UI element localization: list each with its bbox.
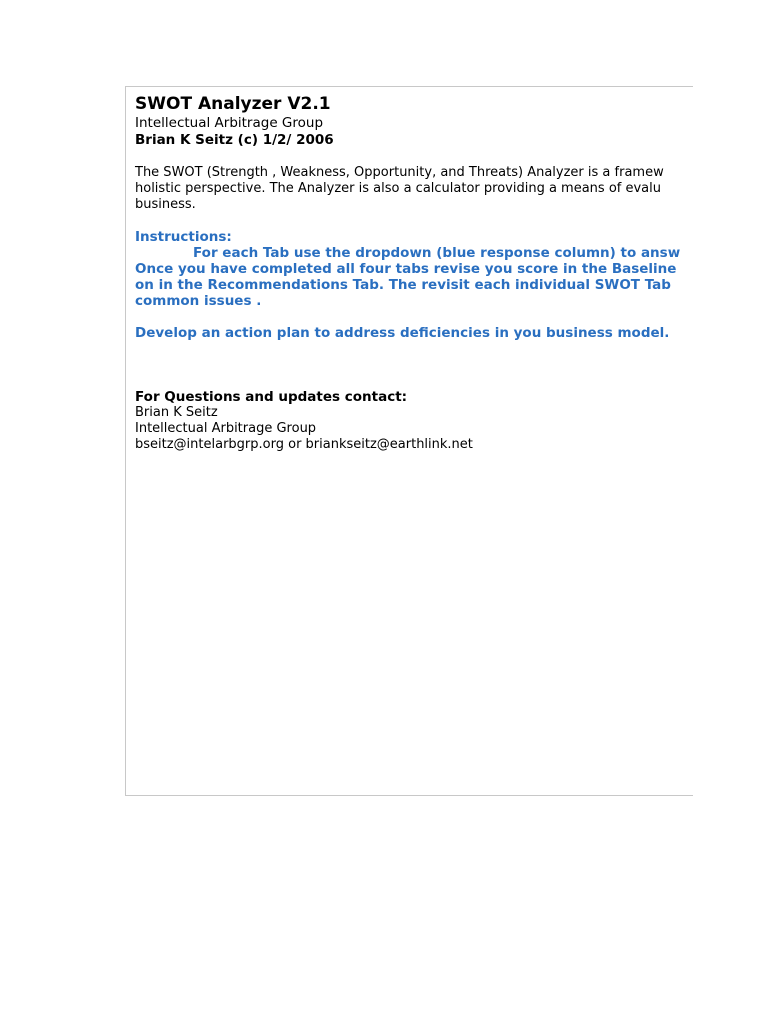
sheet-content [135,93,693,453]
contact-name: Brian K Seitz [135,405,218,420]
spreadsheet-sheet [125,86,693,796]
description-line-1: The SWOT (Strength , Weakness, Opportunity, and Threats) Analyzer is a framew [135,165,664,180]
spacer [135,309,693,325]
instruction-line-2: Once you have completed all four tabs revise you score in the Baseline [135,261,677,277]
description-line-2: holistic perspective. The Analyzer is also a calculator providing a means of evalu [135,181,661,196]
description-line-3: business. [135,197,196,212]
spacer [135,149,693,165]
contact-organization: Intellectual Arbitrage Group [135,421,317,436]
contact-emails: bseitz@intelarbgrp.org or briankseitz@earthlink.net [135,437,473,452]
instruction-line-1: For each Tab use the dropdown (blue response column) to answ [193,245,681,261]
document-title: SWOT Analyzer V2.1 [135,94,331,114]
spacer [135,213,693,229]
organization-name: Intellectual Arbitrage Group [135,115,324,131]
author-copyright: Brian K Seitz (c) 1/2/ 2006 [135,132,334,148]
action-plan-text: Develop an action plan to address deficiencies in you business model. [135,325,670,341]
instruction-line-3: on in the Recommendations Tab. The revisit each individual SWOT Tab [135,277,671,293]
instructions-label: Instructions: [135,229,232,245]
contact-heading: For Questions and updates contact: [135,389,408,405]
spacer [135,341,693,389]
instruction-line-4: common issues . [135,293,262,309]
